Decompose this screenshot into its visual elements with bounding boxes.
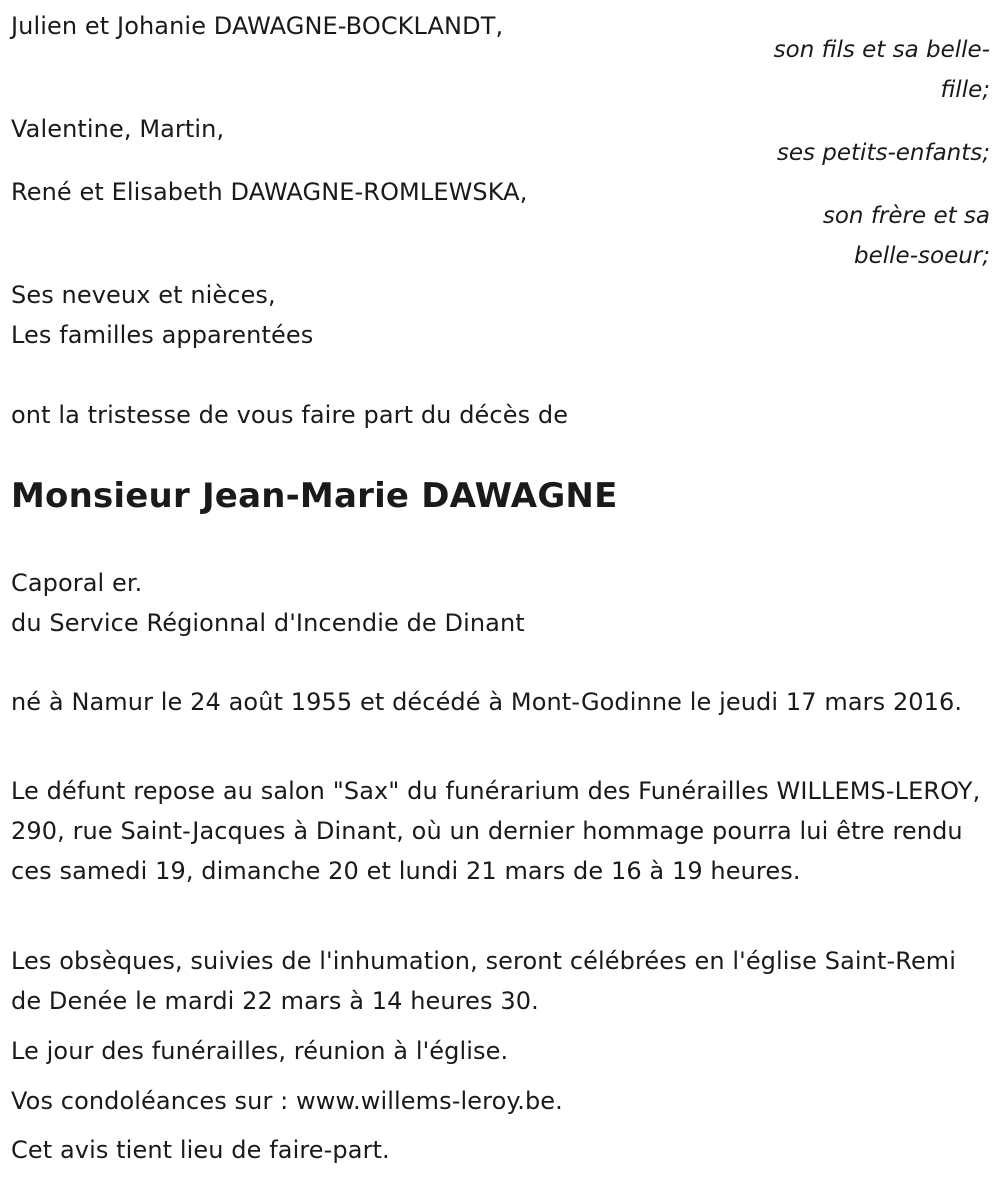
- rank-line: Caporal er.: [11, 569, 143, 597]
- deceased-name: Monsieur Jean-Marie DAWAGNE: [11, 476, 618, 516]
- announcement-line: ont la tristesse de vous faire part du décès de: [11, 401, 569, 429]
- meeting-paragraph: Le jour des funérailles, réunion à l'église.: [11, 1037, 509, 1065]
- funeral-paragraph: Les obsèques, suivies de l'inhumation, seront célébrées en l'église Saint-Remi de Denée le mardi 22 mars à 14 heures 30.: [11, 947, 957, 1015]
- viewing-paragraph: Le défunt repose au salon "Sax" du funérarium des Funérailles WILLEMS-LEROY, 290, rue Saint-Jacques à Dinant, où un dernier hommage pourra lui être rendu ces samedi 19, dimanche 20 et lundi 21 mars de 16 à 19 heures.: [11, 777, 981, 885]
- son-names: Julien et Johanie DAWAGNE-BOCKLANDT,: [11, 12, 504, 40]
- notice-paragraph: Cet avis tient lieu de faire-part.: [11, 1136, 390, 1164]
- nephews-line: Ses neveux et nièces,: [11, 281, 276, 309]
- brother-relation-line-1: son frère et sa: [822, 203, 990, 229]
- families-line: Les familles apparentées: [11, 321, 314, 349]
- brother-names: René et Elisabeth DAWAGNE-ROMLEWSKA,: [11, 178, 528, 206]
- grandchildren-names: Valentine, Martin,: [11, 115, 225, 143]
- condolences-paragraph: Vos condoléances sur : www.willems-leroy.be.: [11, 1087, 563, 1115]
- brother-relation-line-2: belle-soeur;: [854, 243, 990, 269]
- son-relation-line-1: son fils et sa belle-: [773, 37, 990, 63]
- service-line: du Service Régionnal d'Incendie de Dinant: [11, 609, 525, 637]
- birth-death-paragraph: né à Namur le 24 août 1955 et décédé à Mont-Godinne le jeudi 17 mars 2016.: [11, 688, 963, 716]
- son-relation-line-2: fille;: [940, 77, 990, 103]
- grandchildren-relation: ses petits-enfants;: [776, 140, 990, 166]
